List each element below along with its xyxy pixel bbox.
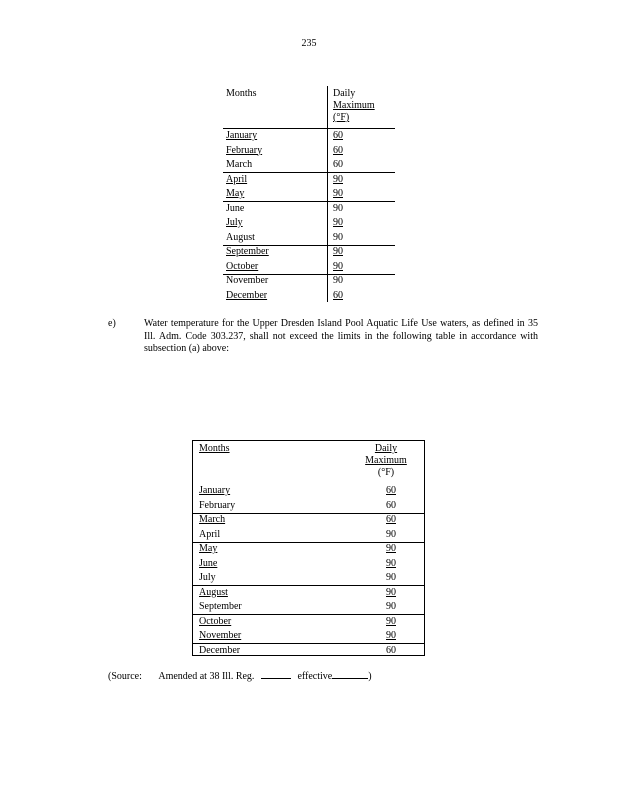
source-blank	[261, 678, 291, 679]
temperature-table-2	[192, 440, 425, 656]
month-cell: July	[199, 572, 216, 583]
header-daily-maximum	[333, 88, 375, 124]
month-cell: September	[226, 246, 269, 257]
table-row	[193, 528, 424, 543]
value-cell: 90	[333, 260, 343, 272]
month-cell: April	[199, 528, 221, 540]
value-cell: 60	[386, 499, 396, 511]
table-row	[223, 129, 395, 144]
table-row	[223, 202, 395, 217]
value-cell: 90	[386, 543, 396, 554]
header-daily: Daily	[374, 443, 398, 454]
table-row	[223, 289, 395, 304]
source-close: )	[368, 671, 372, 682]
value-cell: 60	[333, 144, 343, 156]
month-cell: May	[199, 543, 218, 554]
table-row	[193, 615, 424, 630]
value-cell: 60	[333, 130, 343, 141]
value-cell: 90	[386, 572, 396, 583]
value-cell: 90	[386, 557, 396, 569]
table-row	[193, 484, 424, 499]
table-row	[193, 542, 424, 557]
value-cell: 90	[333, 202, 343, 214]
value-cell: 90	[333, 217, 343, 228]
month-cell: February	[199, 499, 236, 511]
month-cell: December	[199, 644, 241, 656]
month-cell: October	[199, 615, 232, 627]
month-cell: January	[199, 485, 231, 496]
header-daily-maximum	[358, 443, 414, 479]
value-cell: 60	[386, 644, 396, 656]
value-cell: 90	[333, 275, 343, 286]
value-cell: 90	[333, 188, 343, 199]
value-cell: 90	[333, 231, 343, 243]
value-cell: 90	[386, 615, 396, 627]
table-row	[223, 260, 395, 275]
table-row	[193, 629, 424, 644]
table-row	[223, 274, 395, 289]
month-cell: September	[199, 601, 242, 612]
month-cell: June	[199, 557, 218, 569]
source-text: Amended at 38 Ill. Reg.	[158, 671, 255, 682]
month-cell: November	[226, 275, 269, 286]
header-unit: (°F)	[333, 112, 350, 123]
value-cell: 90	[386, 528, 396, 540]
month-cell: August	[199, 586, 228, 598]
table-row	[223, 144, 395, 159]
month-cell: July	[226, 217, 243, 228]
value-cell: 90	[386, 586, 396, 598]
table-row	[193, 499, 424, 514]
header-unit: (°F)	[377, 467, 395, 478]
value-cell: 60	[333, 159, 343, 170]
value-cell: 60	[386, 485, 396, 496]
table-row	[223, 173, 395, 188]
source-label: (Source:	[108, 671, 142, 682]
paragraph-label: e)	[108, 318, 116, 329]
value-cell: 90	[333, 246, 343, 257]
month-cell: May	[226, 188, 245, 199]
table-row	[193, 557, 424, 572]
value-cell: 90	[386, 601, 396, 612]
month-cell: March	[199, 514, 226, 525]
table-row	[193, 644, 424, 659]
value-cell: 90	[386, 630, 396, 641]
table-row	[193, 513, 424, 528]
header-maximum: Maximum	[365, 455, 407, 466]
header-months: Months	[226, 88, 257, 99]
header-months: Months	[199, 443, 230, 454]
month-cell: December	[226, 289, 268, 301]
month-cell: April	[226, 173, 248, 185]
month-cell: October	[226, 260, 259, 272]
month-cell: February	[226, 144, 263, 156]
paragraph-text: Water temperature for the Upper Dresden Island Pool Aquatic Life Use waters, as defined in 35 Ill. Adm. Code 303.237, shall not exceed the limits in the following table in accordance with subsection (a) above:	[144, 318, 538, 354]
table-row	[193, 586, 424, 601]
table-row	[193, 600, 424, 615]
effective-blank	[332, 678, 368, 679]
table-row	[223, 245, 395, 260]
month-cell: June	[226, 202, 245, 214]
value-cell: 60	[386, 514, 396, 525]
header-daily: Daily	[333, 88, 356, 99]
table-row	[223, 231, 395, 246]
table-row	[193, 571, 424, 586]
month-cell: August	[226, 231, 255, 243]
month-cell: January	[226, 130, 258, 141]
source-note	[108, 671, 528, 682]
table-row	[223, 216, 395, 231]
value-cell: 90	[333, 173, 343, 185]
month-cell: March	[226, 159, 253, 170]
source-effective: effective	[297, 671, 333, 682]
table-row	[223, 158, 395, 173]
table-row	[223, 187, 395, 202]
month-cell: November	[199, 630, 242, 641]
value-cell: 60	[333, 289, 343, 301]
page-number: 235	[301, 38, 317, 49]
header-maximum: Maximum	[333, 100, 375, 111]
